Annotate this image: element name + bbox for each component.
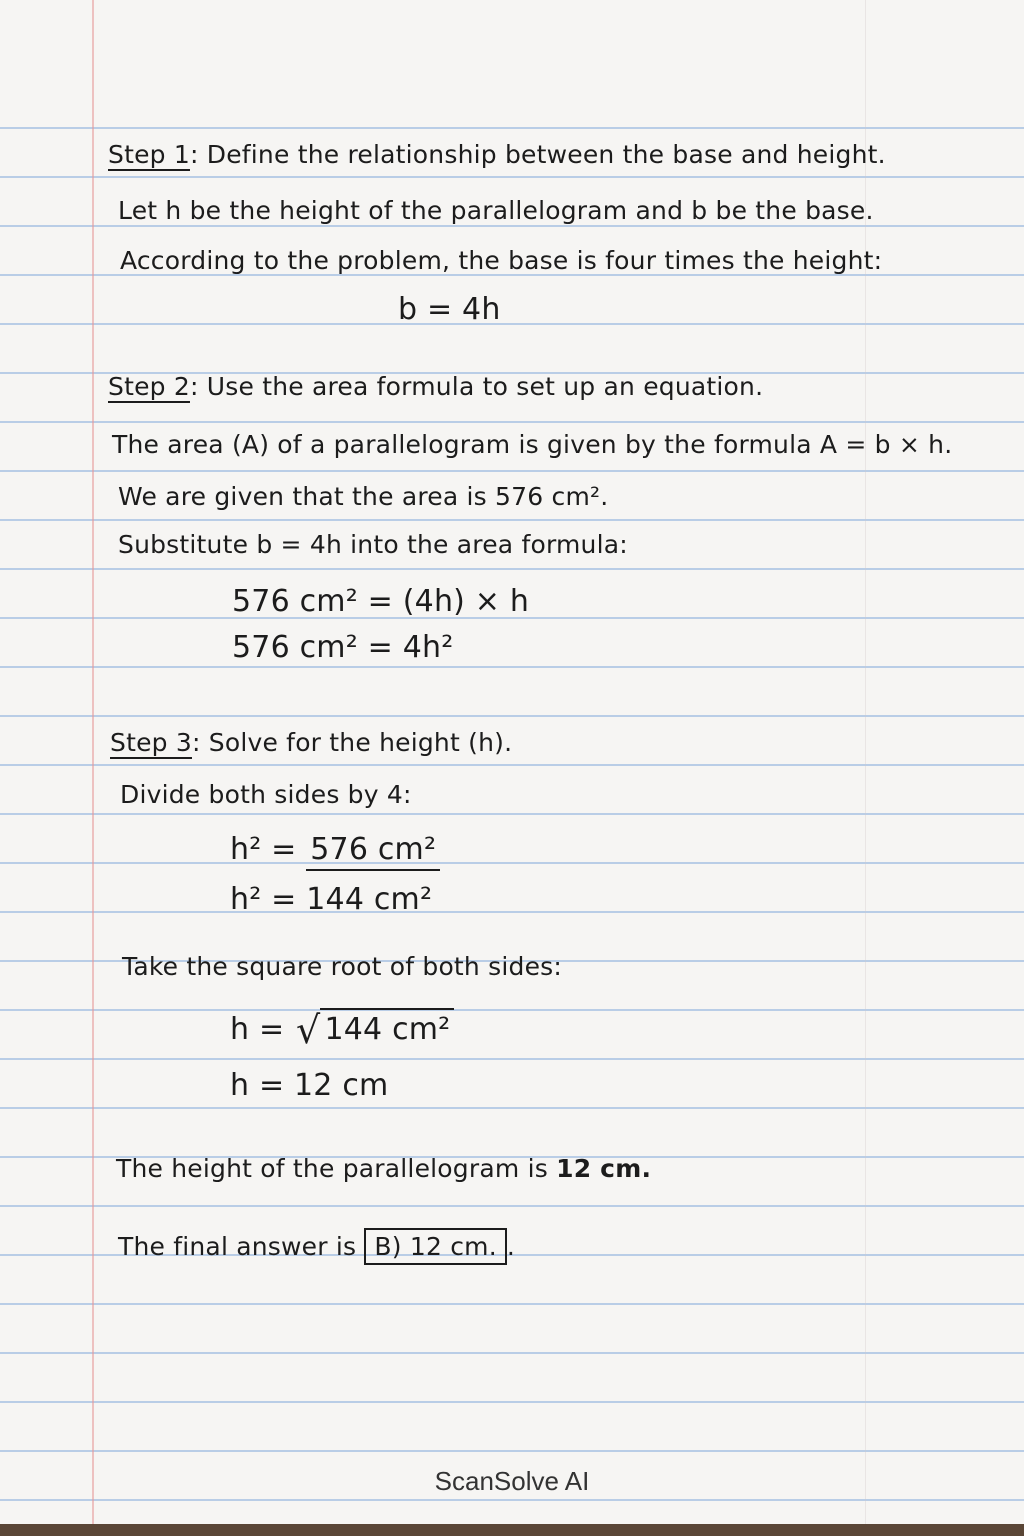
radical-icon: √ <box>296 1008 321 1052</box>
radicand: 144 cm² <box>320 1008 454 1047</box>
step3-fraction-equation <box>230 832 440 867</box>
sqrt-lhs: h = <box>230 1012 285 1047</box>
step2-label: Step 2 <box>108 372 190 401</box>
step3-heading <box>110 728 512 757</box>
fraction-numerator: 576 cm² <box>306 832 440 871</box>
final-text: The final answer is <box>118 1232 357 1261</box>
step3-sqrt-equation <box>230 1008 454 1052</box>
step1-heading <box>108 140 886 169</box>
step2-equation1: 576 cm² = (4h) × h <box>232 584 530 619</box>
step3-line1: Divide both sides by 4: <box>120 780 412 809</box>
step2-line3: Substitute b = 4h into the area formula: <box>118 530 628 559</box>
brand-footer: ScanSolve AI <box>434 1466 590 1496</box>
height-statement <box>116 1154 651 1183</box>
step1-equation: b = 4h <box>398 292 501 327</box>
step3-label: Step 3 <box>110 728 192 757</box>
step3-line2: Take the square root of both sides: <box>122 952 562 981</box>
final-answer <box>118 1232 515 1261</box>
step2-line1: The area (A) of a parallelogram is given by the formula A = b × h. <box>112 430 953 459</box>
step1-title: : Define the relationship between the base and height. <box>189 140 886 169</box>
square-root <box>294 1008 454 1052</box>
height-text: The height of the parallelogram is <box>116 1154 548 1183</box>
step3-equation4: h = 12 cm <box>230 1068 389 1103</box>
step2-title: : Use the area formula to set up an equation. <box>189 372 764 401</box>
step2-equation2: 576 cm² = 4h² <box>232 630 454 665</box>
height-value: 12 cm. <box>556 1154 652 1183</box>
step2-line2: We are given that the area is 576 cm². <box>118 482 609 511</box>
final-period: . <box>506 1232 516 1261</box>
step1-line1: Let h be the height of the parallelogram and b be the base. <box>118 196 874 225</box>
step2-heading <box>108 372 763 401</box>
step3-title: : Solve for the height (h). <box>191 728 513 757</box>
desk-edge <box>0 1524 1024 1536</box>
step1-line2: According to the problem, the base is four times the height: <box>120 246 883 275</box>
final-answer-box: B) 12 cm. <box>364 1228 506 1265</box>
fraction-lhs: h² = <box>230 832 297 867</box>
step3-equation2: h² = 144 cm² <box>230 882 433 917</box>
step1-label: Step 1 <box>108 140 190 169</box>
